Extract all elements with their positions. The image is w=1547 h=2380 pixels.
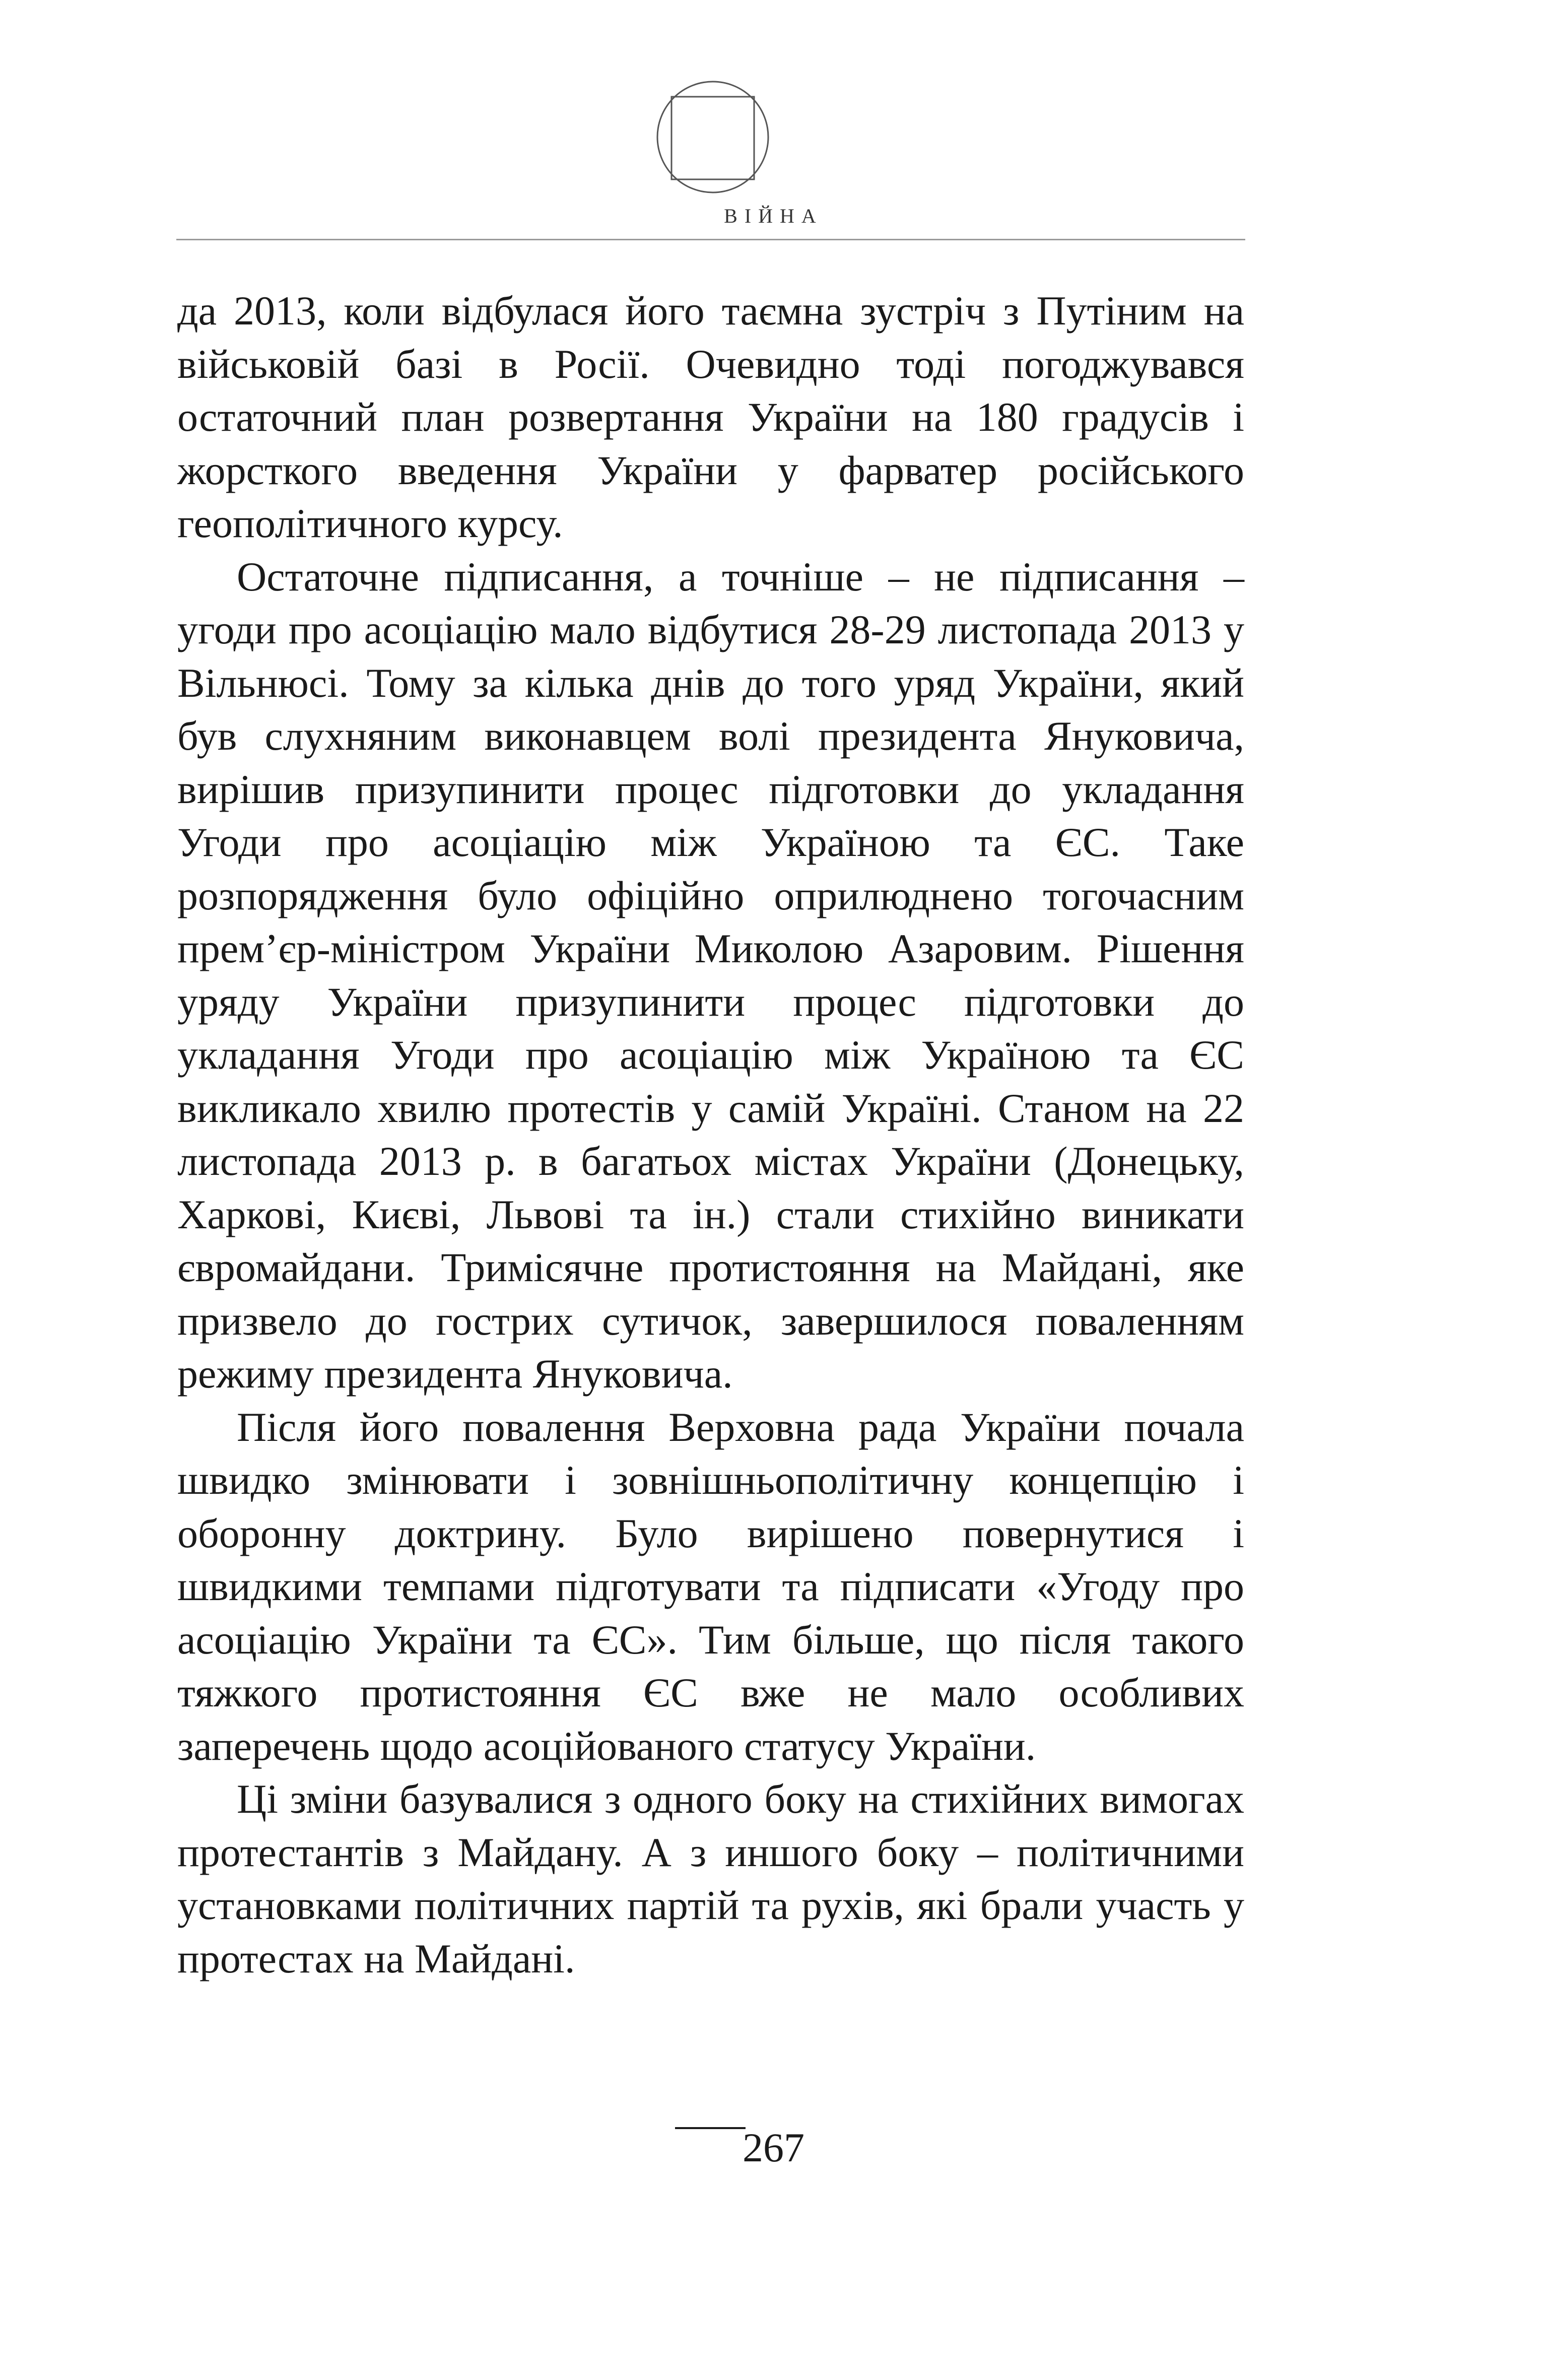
paragraph-3: Після його повалення Верховна рада України почала швидко змінювати і зовнішньополітичну концепцію і оборонну доктрину. Було вирішено повернутися і швидкими темпами підготувати та підписати «Угоду про асоціацію України та ЄС». Тим більше, що після такого тяжкого протистояння ЄС вже не мало особливих заперечень щодо асоційованого статусу України. (177, 1404, 1244, 1769)
page-number: 267 (743, 2125, 804, 2170)
paragraph-2: Остаточне підписання, а точніше – не підписання – угоди про асоціацію мало відбутися 28-29 листопада 2013 у Вільнюсі. Тому за кілька днів до того уряд України, який був слухняним виконавцем волі президента Януковича, вирішив призупинити процес підготовки до укладання Угоди про асоціацію між Україною та ЄС. Таке розпорядження було офіційно оприлюднено тогочасним прем’єр-міністром України Миколою Азаровим. Рішення уряду України призупинити процес підготовки до укладання Угоди про асоціацію між Україною та ЄС викликало хвилю протестів у самій Україні. Станом на 22 листопада 2013 р. в багатьох містах України (Донецьку, Харкові, Києві, Львові та ін.) стали стихійно виникати євромайдани. Тримісячне протистояння на Майдані, яке призвело до гострих сутичок, завершилося поваленням режиму президента Януковича. (177, 553, 1244, 1397)
paragraph-4: Ці зміни базувалися з одного боку на стихійних вимогах протестантів з Майдану. А з иншого боку – політичними установками політичних партій та рухів, які брали участь у протестах на Майдані. (177, 1776, 1244, 1981)
paragraph-1: да 2013, коли відбулася його таємна зустріч з Путіним на військовій базі в Росії. Очевидно тоді погоджувався остаточний план розвертання України на 180 градусів і жорсткого введення України у фарватер російського геополітичного курсу. (177, 288, 1244, 546)
running-header-title: ВІЙНА (724, 205, 823, 227)
header-divider (176, 239, 1245, 240)
circle-square-emblem-icon (650, 76, 776, 202)
body-text (177, 284, 1244, 1985)
